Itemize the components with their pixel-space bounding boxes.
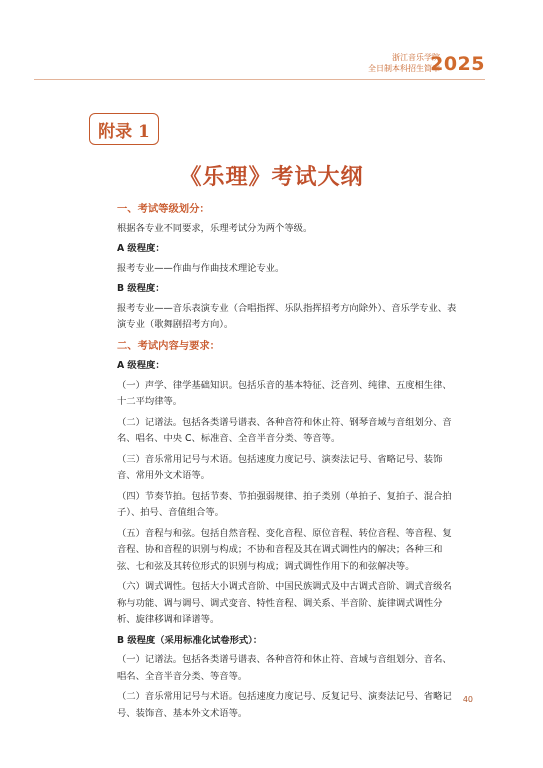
appendix-label: 附录 1 [89, 113, 159, 145]
document-body [117, 201, 457, 726]
section-2-b-item: （一）记谱法。包括各类谱号谱表、各种音符和休止符、音域与音组划分、音名、唱名、全音半音分类、等音等。 [117, 654, 452, 682]
level-a-label: A 级程度： [117, 243, 165, 254]
header-brochure-name: 全日制本科招生简章 [368, 63, 440, 73]
section-2-a-item: （四）节奏节拍。包括节奏、节拍强弱规律、拍子类别（单拍子、复拍子、混合拍子）、拍号、音值组合等。 [117, 490, 452, 518]
section-2-a-item: （三）音乐常用记号与术语。包括速度力度记号、演奏法记号、省略记号、装饰音、常用外文术语等。 [117, 453, 443, 481]
section-2-b-item: （二）音乐常用记号与术语。包括速度力度记号、反复记号、演奏法记号、省略记号、装饰音、基本外文术语等。 [117, 691, 452, 719]
section-1-intro: 根据各专业不同要求，乐理考试分为两个等级。 [117, 222, 313, 234]
page-number: 40 [462, 695, 473, 704]
level-b-text: 报考专业——音乐表演专业（合唱指挥、乐队指挥招考方向除外）、音乐学专业、表演专业（歌舞剧招考方向）。 [117, 302, 457, 330]
section-2-level-a-label: A 级程度： [117, 360, 165, 371]
section-2-a-item: （二）记谱法。包括各类谱号谱表、各种音符和休止符、钢琴音域与音组划分、音名、唱名、中央 C、标准音、全音半音分类、等音等。 [117, 416, 452, 444]
header-school-name: 浙江音乐学院 [392, 53, 440, 62]
section-heading-2: 二、考试内容与要求： [117, 339, 220, 352]
level-a-text: 报考专业——作曲与作曲技术理论专业。 [117, 262, 285, 274]
section-2-a-item: （五）音程与和弦。包括自然音程、变化音程、原位音程、转位音程、等音程、复音程、协和音程的识别与构成；不协和音程及其在调式调性内的解决；各种三和弦、七和弦及其转位形式的识别与构成；调式调性作用下的和弦解决等。 [117, 527, 452, 572]
section-heading-1: 一、考试等级划分： [117, 203, 210, 215]
level-b-label: B 级程度： [117, 283, 165, 294]
header-divider [34, 79, 485, 80]
header-year: 2025 [430, 53, 485, 75]
page-title: 《乐理》考试大纲 [179, 164, 364, 190]
section-2-a-item: （六）调式调性。包括大小调式音阶、中国民族调式及中古调式音阶、调式音级名称与功能、调与调号、调式变音、特性音程、调关系、半音阶、旋律调式调性分析、旋律移调和译谱等。 [117, 581, 452, 625]
section-2-level-b-label: B 级程度（采用标准化试卷形式）： [117, 634, 263, 646]
section-2-a-item: （一）声学、律学基础知识。包括乐音的基本特征、泛音列、纯律、五度相生律、十二平均律等。 [117, 379, 452, 407]
